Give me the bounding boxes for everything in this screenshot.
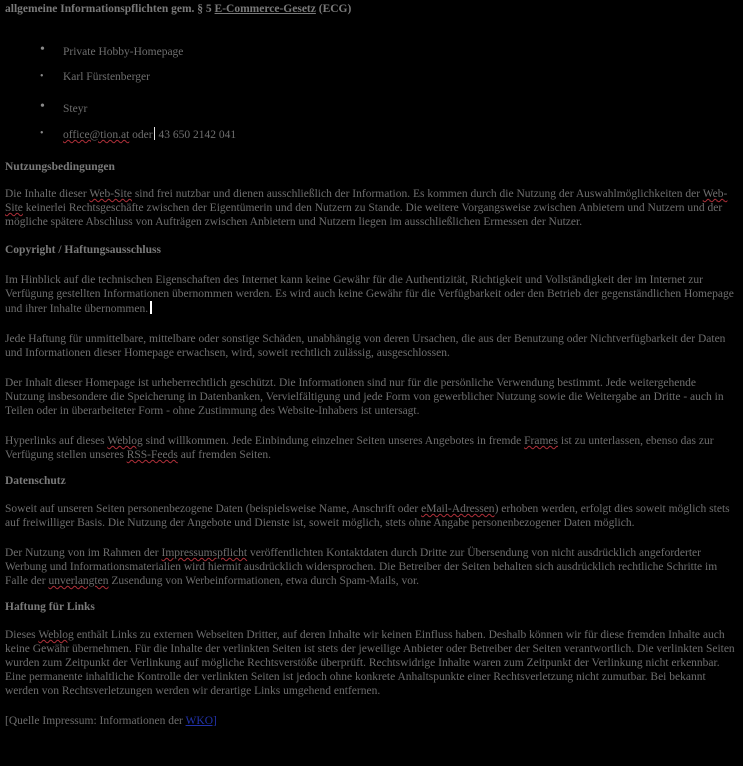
- heading-nutzung: Nutzungsbedingungen: [5, 161, 115, 173]
- heading-copyright: Copyright / Haftungsausschluss: [5, 244, 161, 256]
- bullet-icon: •: [40, 128, 44, 139]
- bullet-icon: •: [40, 71, 44, 82]
- email-link[interactable]: office@tion.at: [63, 129, 130, 141]
- list-item: • Steyr: [40, 99, 88, 115]
- text-cursor: [150, 301, 152, 314]
- paragraph-datenschutz-1: Soweit auf unseren Seiten personenbezogene Daten (beispielsweise Name, Anschrift oder eMail-Adressen) erhoben werden, erfolgt dies soweit möglich stets auf freiwilliger Basis. Die Nutzung der Angebote und Dienste ist, soweit möglich, stets ohne Angabe personenbezogener Daten möglich.: [5, 503, 730, 529]
- paragraph-datenschutz-2: Der Nutzung von im Rahmen der Impressumspflicht veröffentlichten Kontaktdaten durch Dritte zur Übersendung von nicht ausdrücklich angeforderter Werbung und Informationsmaterialien wird hiermit ausdrücklich widersprochen. Die Betreiber der Seiten behalten sich ausdrücklich rechtliche Schritte im Falle der unverlangten Zusendung von Werbeinformationen, etwa durch Spam-Mails, vor.: [5, 547, 718, 587]
- source-line: [Quelle Impressum: Informationen der WKO]: [5, 715, 217, 727]
- document: [5, 2, 738, 728]
- contact-list: [5, 42, 738, 141]
- paragraph-nutzung: Die Inhalte dieser Web-Site sind frei nutzbar und dienen ausschließlich der Information. Es kommen durch die Nutzung der Auswahlmöglichkeiten der Web-Site keinerlei Rechtsgeschäfte zwischen der Eigentümerin und den Nutzern zu Stande. Die weitere Vorgangsweise zwischen Anbietern und Nutzern und der mögliche spätere Abschluss von Aufträgen zwischen Anbietern und Nutzern liegen im ausschließlichen Ermessen der Nutzer.: [5, 188, 728, 228]
- paragraph-copyright-2: Jede Haftung für unmittelbare, mittelbare oder sonstige Schäden, unabhängig von deren Ursachen, die aus der Benutzung oder Nichtverfügbarkeit der Daten und Informationen dieser Homepage erwachsen, wird, soweit rechtlich zulässig, ausgeschlossen.: [5, 333, 726, 359]
- ecg-link[interactable]: E-Commerce-Gesetz: [214, 3, 316, 15]
- paragraph-copyright-4: Hyperlinks auf dieses Weblog sind willkommen. Jede Einbindung einzelner Seiten unseres Angebotes in fremde Frames ist zu unterlassen, ebenso das zur Verfügung stellen unseres RSS-Feeds auf fremden Seiten.: [5, 435, 714, 461]
- text-cursor: [154, 127, 155, 140]
- list-item: • Karl Fürstenberger: [40, 71, 150, 83]
- paragraph-copyright-3: Der Inhalt dieser Homepage ist urheberrechtlich geschützt. Die Informationen sind nur für die persönliche Verwendung bestimmt. Jede weitergehende Nutzung insbesondere die Speicherung in Datenbanken, Vervielfältigung und jede Form von gewerblicher Nutzung sowie die Weitergabe an Dritte - auch in Teilen oder in überarbeiteter Form - ohne Zustimmung des Website-Inhabers ist untersagt.: [5, 377, 724, 417]
- wko-link[interactable]: WKO]: [185, 715, 217, 727]
- bullet-icon: •: [40, 99, 45, 114]
- list-item: • office@tion.at oder 43 650 2142 041: [40, 128, 237, 141]
- paragraph-links: Dieses Weblog enthält Links zu externen Webseiten Dritter, auf deren Inhalte wir keinen Einfluss haben. Deshalb können wir für diese fremden Inhalte auch keine Gewähr übernehmen. Für die Inhalte der verlinkten Seiten ist stets der jeweilige Anbieter oder Betreiber der Seiten verantwortlich. Die verlinkten Seiten wurden zum Zeitpunkt der Verlinkung auf mögliche Rechtsverstöße überprüft. Rechtswidrige Inhalte waren zum Zeitpunkt der Verlinkung nicht erkennbar. Eine permanente inhaltliche Kontrolle der verlinkten Seiten ist jedoch ohne konkrete Anhaltspunkte einer Rechtsverletzung nicht zumutbar. Bei bekannt werden von Rechtsverletzungen werden wir derartige Links umgehend entfernen.: [5, 629, 735, 697]
- doc-title: allgemeine Informationspflichten gem. § 5 E-Commerce-Gesetz (ECG): [5, 3, 352, 15]
- heading-datenschutz: Datenschutz: [5, 475, 66, 487]
- paragraph-copyright-1: Im Hinblick auf die technischen Eigenschaften des Internet kann keine Gewähr für die Authentizität, Richtigkeit und Vollständigkeit der im Internet zur Verfügung gestellten Informationen übernommen werden. Es wird auch keine Gewähr für die Verfügbarkeit oder den Betrieb der gegenständlichen Homepage und ihrer Inhalte übernommen.: [5, 274, 734, 315]
- bullet-icon: •: [40, 42, 45, 57]
- heading-links: Haftung für Links: [5, 601, 95, 613]
- list-item: • Private Hobby-Homepage: [40, 42, 184, 58]
